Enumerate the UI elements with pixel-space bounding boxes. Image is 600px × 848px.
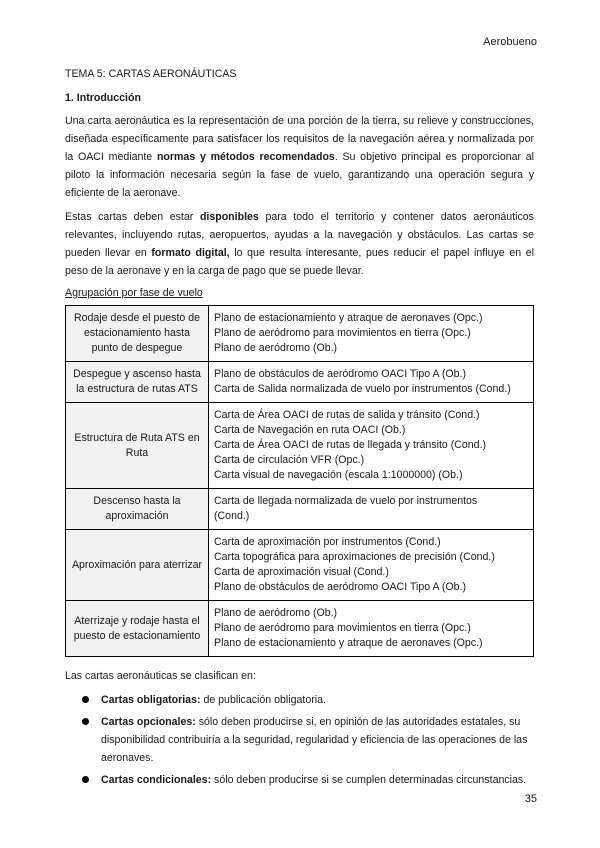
chart-entry: Plano de aeródromo para movimientos en tierra (Opc.) — [214, 327, 471, 339]
chart-entry: Plano de estacionamiento y atraque de aeronaves (Opc.) — [214, 637, 483, 649]
text-run: lo que resulta interesante, pues reducir el papel influye en el peso de la aeronave y en la carga de pago que se puede llevar. — [65, 247, 535, 277]
charts-cell — [209, 530, 534, 601]
classification-label: Cartas opcionales: — [101, 716, 196, 728]
classification-item — [65, 771, 534, 789]
flight-phase-cell: Descenso hasta la aproximación — [66, 489, 209, 530]
table-row — [66, 489, 534, 530]
classification-text: sólo deben producirse si, en opinión de las autoridades estatales, su disponibilidad contribuiría a la seguridad, regularidad y eficiencia de las operaciones de las aeronaves. — [101, 716, 528, 764]
flight-phase-cell: Aterrizaje y rodaje hasta el puesto de estacionamiento — [66, 601, 209, 657]
charts-cell — [209, 306, 534, 362]
bullet-icon — [82, 776, 89, 783]
text-run: para todo el territorio y contener datos aeronáuticos relevantes, incluyendo rutas, aeropuertos, ayudas a la navegación y obstáculos. Las cartas se pueden llevar en — [65, 211, 534, 259]
chart-entry: Plano de obstáculos de aeródromo OACI Tipo A (Ob.) — [214, 368, 467, 380]
chart-entry: Carta de llegada normalizada de vuelo por instrumentos — [214, 495, 478, 507]
chart-entry: Plano de aeródromo (Ob.) — [214, 607, 338, 619]
chart-entry: Carta de aproximación visual (Cond.) — [214, 566, 389, 578]
charts-cell — [209, 601, 534, 657]
bold-emphasis: normas y métodos recomendados — [156, 151, 335, 163]
chart-entry: Plano de aeródromo para movimientos en tierra (Opc.) — [214, 622, 471, 634]
bold-emphasis: formato digital, — [151, 247, 230, 259]
classification-item — [65, 713, 534, 767]
classification-text: de publicación obligatoria. — [200, 694, 326, 706]
table-row — [66, 403, 534, 489]
charts-cell — [209, 362, 534, 403]
classification-label: Cartas condicionales: — [101, 774, 212, 786]
bold-emphasis: disponibles — [199, 211, 259, 223]
section-heading: 1. Introducción — [65, 92, 141, 104]
flight-phase-cell: Estructura de Ruta ATS en Ruta — [66, 403, 209, 489]
table-row — [66, 601, 534, 657]
text-run: . Su objetivo principal es proporcionar al piloto la información necesaria según la fase de vuelo, garantizando una operación segura y eficiente de la aeronave. — [65, 151, 534, 199]
chart-entry: Plano de estacionamiento y atraque de aeronaves (Opc.) — [214, 312, 483, 324]
flight-phase-cell: Rodaje desde el puesto de estacionamiento hasta punto de despegue — [66, 306, 209, 362]
chapter-title: TEMA 5: CARTAS AERONÁUTICAS — [65, 68, 237, 80]
page-content — [65, 65, 534, 793]
flight-phase-cell: Despegue y ascenso hasta la estructura de rutas ATS — [66, 362, 209, 403]
text-run: Una carta aeronáutica es la representación de una porción de la tierra, su relieve y construcciones, diseñada específicamente para satisfacer los requisitos de la navegación aérea y normalizada por la OACI mediante — [65, 115, 534, 163]
chart-entry: Carta visual de navegación (escala 1:1000000) (Ob.) — [214, 469, 463, 481]
chart-entry: Carta de circulación VFR (Opc.) — [214, 454, 365, 466]
page-number: 35 — [524, 793, 537, 805]
classification-item — [65, 691, 534, 709]
bullet-icon — [82, 718, 89, 725]
table-row — [66, 530, 534, 601]
flight-phase-cell: Aproximación para aterrizar — [66, 530, 209, 601]
chart-entry: Carta topográfica para aproximaciones de precisión (Cond.) — [214, 551, 495, 563]
bullet-icon — [82, 696, 89, 703]
charts-cell — [209, 403, 534, 489]
chart-entry: Carta de Área OACI de rutas de llegada y tránsito (Cond.) — [214, 439, 487, 451]
classification-list — [65, 691, 534, 789]
chart-entry: (Cond.) — [214, 510, 250, 522]
table-caption: Agrupación por fase de vuelo — [65, 287, 203, 299]
classification-label: Cartas obligatorias: — [101, 694, 201, 706]
classification-intro: Las cartas aeronáuticas se clasifican en: — [65, 670, 256, 682]
intro-paragraph-1 — [65, 112, 534, 202]
chart-entry: Carta de Salida normalizada de vuelo por instrumentos (Cond.) — [214, 383, 511, 395]
chart-entry: Plano de aeródromo (Ob.) — [214, 342, 338, 354]
charts-cell — [209, 489, 534, 530]
chart-entry: Carta de Navegación en ruta OACI (Ob.) — [214, 424, 406, 436]
text-run: Estas cartas deben estar — [65, 211, 200, 223]
flight-phase-table — [65, 305, 534, 657]
running-header: Aerobueno — [483, 36, 537, 48]
chart-entry: Carta de aproximación por instrumentos (Cond.) — [214, 536, 441, 548]
chart-entry: Carta de Área OACI de rutas de salida y tránsito (Cond.) — [214, 409, 480, 421]
intro-paragraph-2 — [65, 208, 534, 280]
table-row — [66, 306, 534, 362]
classification-text: sólo deben producirse si se cumplen determinadas circunstancias. — [211, 774, 527, 786]
chart-entry: Plano de obstáculos de aeródromo OACI Tipo A (Ob.) — [214, 581, 467, 593]
table-row — [66, 362, 534, 403]
